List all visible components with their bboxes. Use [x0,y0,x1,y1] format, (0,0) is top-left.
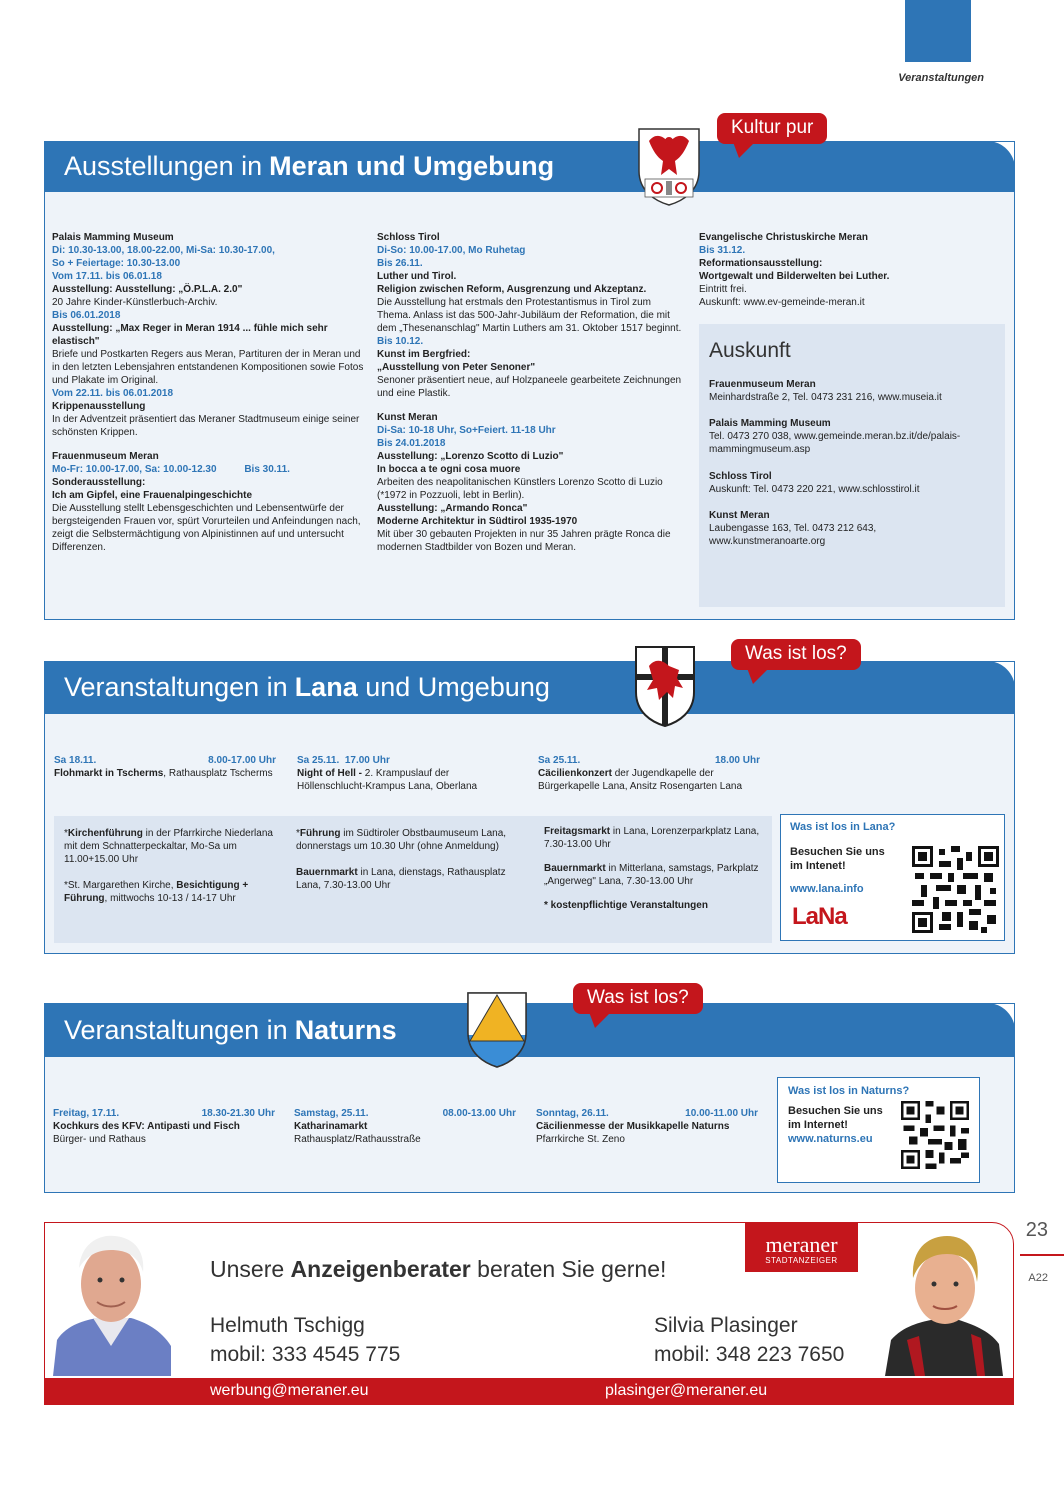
lana-panel-item-rest: im Südtiroler Obstbaumuseum Lana, donnerstags um 10.30 Uhr (ohne Anmeldung) [296,828,507,852]
auskunft-entry [709,379,995,405]
auskunft-entry [709,510,995,548]
page-code: A22 [1028,1272,1048,1284]
naturns-event-name: Kochkurs des KFV: Antipasti und Fisch [53,1121,240,1132]
naturns-event-time: 08.00-13.00 Uhr [442,1108,516,1119]
auskunft-title: Auskunft [709,339,791,362]
lana-event-date-row [297,754,517,767]
meran-text-line: Krippenausstellung [52,401,146,412]
naturns-web-url[interactable]: www.naturns.eu [788,1133,873,1146]
meran-text-line: Kunst Meran [377,412,438,423]
meran-text-line: Kunst im Bergfried: [377,349,471,360]
lana-bubble: Was ist los? [731,639,861,670]
meran-text-line: Bis 31.12. [699,245,746,256]
person2-phone: mobil: 348 223 7650 [654,1343,845,1366]
lana-qr-code-icon[interactable] [912,846,999,933]
meran-text-line: Wortgewalt und Bilderwelten bei Luther. [699,271,890,282]
lana-event [54,754,276,780]
lana-panel-item [544,899,769,912]
page-number: 23 [1025,1219,1048,1241]
lana-event-rest: 2. Krampuslauf der Höllenschlucht-Krampus Lana, Oberlana [297,768,478,792]
meran-text-line: Ich am Gipfel, eine Frauenalpingeschichte [52,490,253,501]
meran-text-line: Die Ausstellung hat erstmals den Protestantismus in Tirol zum Thema. Anlass ist das 500-Jahr-Jubiläum der Reformation, die mit dem „Thesenanschlag" Martin Luthers am 31. Oktober 1517 beginnt. [377,297,682,334]
auskunft-entry-name: Kunst Meran [709,510,770,522]
meran-column-3 [699,231,1004,309]
lana-panel-item-rest: in Mitterlana, samstags, Parkplatz „Angerweg" Lana, 7.30-13.00 Uhr [544,863,759,887]
lana-panel-item-bold: Besichtigung + Führung [64,880,249,904]
meraner-logo [745,1222,858,1272]
meran-text-line: Bis 10.12. [377,336,424,347]
naturns-event [536,1107,758,1146]
lana-panel-item-rest: in Lana, dienstags, Rathausplatz Lana, 7.30-13.00 Uhr [296,867,506,891]
naturns-event-place: Bürger- und Rathaus [53,1134,146,1145]
lana-panel-column-2 [296,827,526,905]
naturns-event-time: 18.30-21.30 Uhr [201,1108,275,1119]
lana-panel-item [296,827,526,853]
ad-headline-pre: Unsere [210,1256,291,1282]
meraner-logo-sub: STADTANZEIGER [765,1256,838,1265]
lana-panel-item-pre: * [64,828,68,839]
naturns-event-time: 10.00-11.00 Uhr [685,1108,758,1119]
meran-text-line: 20 Jahre Kinder-Künstlerbuch-Archiv. [52,297,218,308]
lana-logo: LaNa [792,903,847,930]
meran-text-line: Bis 24.01.2018 [377,438,446,449]
meran-text-line: Eintritt frei. [699,284,747,295]
meran-text-line: Arbeiten des neapolitanischen Künstlers Lorenzo Scotto di Luzio (*1972 in Pozzuoli, lebt in Berlin). [377,477,663,501]
lana-event-rest: der Jugendkapelle der Bürgerkapelle Lana, Ansitz Rosengarten Lana [538,768,743,792]
ad-headline-bold: Anzeigenberater [290,1256,471,1282]
lana-panel-item-bold: Freitagsmarkt [544,826,611,837]
lana-panel-item-bold: Bauernmarkt [544,863,606,874]
meran-text-line: Reformationsausstellung: [699,258,823,269]
meraner-logo-main: meraner [765,1232,838,1257]
person-photo-helmuth [53,1228,171,1376]
lana-event-date-row [54,754,276,767]
lana-event-date-row [538,754,760,767]
lana-coat-of-arms-icon [633,644,697,728]
meran-text-line: Ausstellung: Ausstellung: „Ö.P.L.A. 2.0" [52,284,243,295]
lana-title-bold: Lana [294,672,358,703]
lana-event-date: Sa 25.11. 17.00 Uhr [297,755,390,766]
spacer [377,400,682,411]
section-label: Veranstaltungen [898,72,984,84]
naturns-bubble: Was ist los? [573,983,703,1014]
meran-title-bold: Meran und Umgebung [269,151,555,182]
lana-event [538,754,760,793]
ad-headline [210,1255,666,1284]
lana-panel-item-pre: *St. Margarethen Kirche, [64,880,177,891]
person2-email[interactable]: plasinger@meraner.eu [605,1382,768,1399]
lana-panel-item-rest: in Lana, Lorenzerparkplatz Lana, 7.30-13.00 Uhr [544,826,760,850]
meran-text-line: Vom 22.11. bis 06.01.2018 [52,388,174,399]
lana-event-desc [297,767,517,793]
meran-text-line: Frauenmuseum Meran [52,451,159,462]
auskunft-entry-info: Laubengasse 163, Tel. 0473 212 643, www.kunstmeranoarte.org [709,523,877,548]
person1-name: Helmuth Tschigg [210,1314,365,1337]
auskunft-entry-info: Meinhardstraße 2, Tel. 0473 231 216, www.museia.it [709,391,942,403]
naturns-event-date: Sonntag, 26.11. [536,1108,609,1119]
meran-column-1 [52,231,367,554]
meran-banner [45,141,1015,192]
lana-event-name: Night of Hell - [297,768,362,779]
meran-text-line: Die Ausstellung stellt Lebensgeschichten und Lebensentwürfe der bergsteigenden Frauen vor, spürt Vorurteilen und Anfeindungen nach, zeigt die Selbstermächtigung von Alpinistinnen auf und untersucht Differenzen. [52,503,361,553]
naturns-qr-code-icon[interactable] [901,1101,969,1169]
ad-bar [44,1378,1014,1405]
lana-event-name: Flohmarkt in Tscherms [54,768,164,779]
lana-panel-item-rest: in der Pfarrkirche Niederlana mit dem Schnatterpeckaltar, Mo-Sa um 11.00+15.00 Uhr [64,828,273,865]
auskunft-entry-info: Tel. 0473 270 038, www.gemeinde.meran.bz.it/de/palais-mammingmuseum.asp [709,431,961,456]
lana-event [297,754,517,793]
lana-event-date: Sa 25.11. [538,755,581,766]
lana-web-line1: Besuchen Sie uns [790,846,885,859]
lana-panel-item-rest: , mittwochs 10-13 / 14-17 Uhr [104,893,236,904]
meran-text-line: In bocca a te ogni cosa muore [377,464,521,475]
meran-column-2 [377,231,682,554]
person1-email[interactable]: werbung@meraner.eu [210,1382,369,1399]
lana-panel-column-1 [64,827,289,918]
meran-text-line: Senoner präsentiert neue, auf Holzpaneele gearbeitete Zeichnungen und eine Plastik. [377,375,682,399]
naturns-web-line2: im Internet! [788,1119,848,1132]
meran-text-line: Luther und Tirol. [377,271,457,282]
top-tab [905,0,971,62]
meran-text-line: Mo-Fr: 10.00-17.00, Sa: 10.00-12.30 Bis 30.11. [52,464,290,475]
meran-text-line: Ausstellung: „Lorenzo Scotto di Luzio" [377,451,564,462]
meran-text-line: Briefe und Postkarten Regers aus Meran, Partituren der in Meran und in den letzten Lebensjahren entstandenen Kompositionen sowie Fotos und Plakate im Original. [52,349,364,386]
naturns-event-name: Katharinamarkt [294,1121,368,1132]
meran-text-line: Sonderausstellung: [52,477,146,488]
meran-text-line: Ausstellung: „Max Reger in Meran 1914 ... fühle mich sehr elastisch" [52,323,328,347]
meran-text-line: Moderne Architektur in Südtirol 1935-1970 [377,516,578,527]
naturns-title-bold: Naturns [294,1014,397,1045]
naturns-banner [45,1003,1015,1057]
lana-event-time: 18.00 Uhr [714,755,760,766]
lana-event-time: 8.00-17.00 Uhr [208,755,276,766]
naturns-event-date-row [53,1107,275,1120]
naturns-event-date: Freitag, 17.11. [53,1108,120,1119]
meran-text-line: Mit über 30 gebauten Projekten in nur 35 Jahren prägte Ronca die modernen Stadtbilder von Bozen und Meran. [377,529,671,553]
auskunft-entry-name: Frauenmuseum Meran [709,378,816,390]
lana-panel-item-bold: Kirchenführung [67,828,143,839]
lana-panel-item [544,862,769,888]
meran-text-line: In der Adventzeit präsentiert das Meraner Stadtmuseum einige seiner schönsten Krippen. [52,414,360,438]
auskunft-entry-name: Palais Mamming Museum [709,418,831,430]
meran-text-line: Auskunft: www.ev-gemeinde-meran.it [699,297,865,308]
meran-text-line: Bis 06.01.2018 [52,310,121,321]
meran-bubble: Kultur pur [717,113,827,144]
meran-text-line: Schloss Tirol [377,232,440,243]
lana-banner [45,661,1015,714]
naturns-coat-of-arms-icon [466,991,528,1069]
meran-text-line: Religion zwischen Reform, Ausgrenzung und Akzeptanz. [377,284,647,295]
lana-web-url[interactable]: www.lana.info [790,883,864,896]
naturns-event-place: Rathausplatz/Rathausstraße [294,1134,421,1145]
lana-event-desc [538,767,760,793]
naturns-event [294,1107,516,1146]
naturns-web-line1: Besuchen Sie uns [788,1105,883,1118]
naturns-title-pre: Veranstaltungen in [64,1014,288,1045]
lana-web-title: Was ist los in Lana? [790,821,896,833]
lana-panel-column-3 [544,825,769,923]
lana-title-post: und Umgebung [357,672,550,703]
meran-title-pre: Ausstellungen in [64,151,263,182]
lana-web-line2: im Intenet! [790,860,846,873]
naturns-event-date-row [294,1107,516,1120]
naturns-event-place: Pfarrkirche St. Zeno [536,1134,625,1145]
meran-text-line: Evangelische Christuskirche Meran [699,232,868,243]
lana-event-name: Cäcilienkonzert [538,768,612,779]
lana-event-date: Sa 18.11. [54,755,97,766]
page-divider [1020,1254,1064,1256]
meran-text-line: Palais Mamming Museum [52,232,174,243]
spacer [52,439,367,450]
auskunft-entry [709,418,995,456]
lana-panel-item-pre: * [296,828,300,839]
naturns-event-name: Cäcilienmesse der Musikkapelle Naturns [536,1121,730,1132]
auskunft-entry-info: Auskunft: Tel. 0473 220 221, www.schlosstirol.it [709,483,920,495]
meran-text-line: Di-So: 10.00-17.00, Mo Ruhetag [377,245,526,256]
lana-panel-item-bold: * kostenpflichtige Veranstaltungen [544,900,708,911]
lana-panel-item [64,879,289,905]
meran-text-line: Ausstellung: „Armando Ronca" [377,503,528,514]
meran-text-line: Vom 17.11. bis 06.01.18 [52,271,162,282]
lana-event-rest: , Rathausplatz Tscherms [163,768,273,779]
naturns-event-date: Samstag, 25.11. [294,1108,369,1119]
lana-title-pre: Veranstaltungen in [64,672,288,703]
auskunft-box [699,324,1005,607]
naturns-web-title: Was ist los in Naturns? [788,1085,910,1097]
meran-coat-of-arms-icon [637,127,701,207]
lana-panel-item [64,827,289,866]
person-photo-silvia [885,1228,1003,1376]
lana-panel-item-bold: Führung [299,828,341,839]
naturns-event-date-row [536,1107,758,1120]
lana-panel-item [296,866,526,892]
meran-text-line: Di: 10.30-13.00, 18.00-22.00, Mi-Sa: 10.30-17.00, [52,245,275,256]
lana-panel-item [544,825,769,851]
lana-event-desc [54,767,276,780]
meran-text-line: So + Feiertage: 10.30-13.00 [52,258,181,269]
ad-headline-post: beraten Sie gerne! [470,1256,667,1282]
person2-name: Silvia Plasinger [654,1314,798,1337]
person1-phone: mobil: 333 4545 775 [210,1343,401,1366]
meran-text-line: Bis 26.11. [377,258,423,269]
meran-text-line: Di-Sa: 10-18 Uhr, So+Feiert. 11-18 Uhr [377,425,556,436]
lana-panel-item-bold: Bauernmarkt [296,867,358,878]
naturns-event [53,1107,275,1146]
ad-box [44,1222,1014,1404]
auskunft-entry-name: Schloss Tirol [709,470,772,482]
meran-text-line: „Ausstellung von Peter Senoner" [377,362,536,373]
auskunft-entry [709,471,995,497]
